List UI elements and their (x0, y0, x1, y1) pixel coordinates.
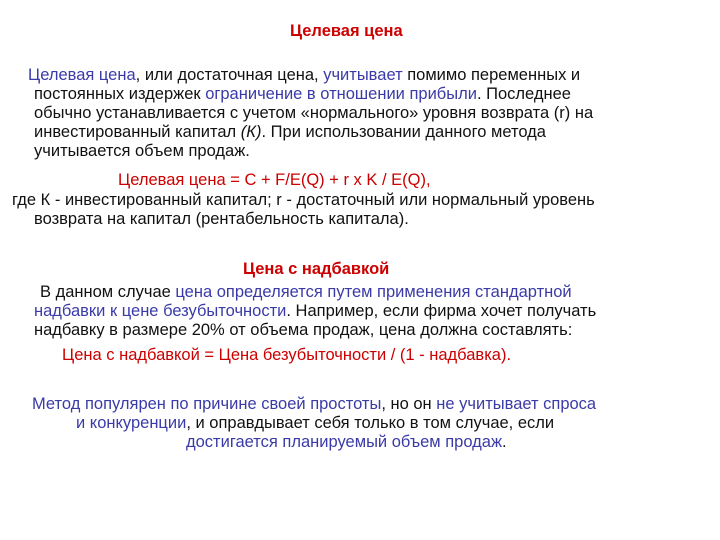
term-accounts: учитывает (323, 66, 403, 84)
text-span: . Последнее (476, 85, 571, 103)
text-line: обычно устанавливается с учетом «нормального» уровня возврата (r) на (34, 104, 594, 122)
text-line: учитывается объем продаж. (34, 142, 250, 160)
text-span: . Например, если фирма хочет получать (286, 302, 597, 320)
where-paragraph (12, 191, 595, 229)
target-price-paragraph (28, 66, 593, 161)
text-span: , но он (381, 395, 437, 413)
text-line: возврата на капитал (рентабельность капитала). (34, 210, 409, 228)
text-span: инвестированный капитал (34, 123, 241, 141)
term-no-demand: не учитывает спроса (436, 395, 597, 413)
target-price-formula: Целевая цена = C + F/E(Q) + r x K / E(Q), (118, 171, 431, 189)
term-competition: и конкуренции (76, 414, 187, 432)
term-price-determined: цена определяется путем применения стандартной (175, 283, 572, 301)
term-planned-volume: достигается планируемый объем продаж (186, 433, 502, 451)
title-markup-price: Цена с надбавкой (243, 260, 390, 278)
text-line: где К - инвестированный капитал; r - достаточный или нормальный уровень (12, 191, 595, 209)
markup-paragraph (34, 283, 597, 340)
text-span: . (502, 433, 507, 451)
text-line: надбавку в размере 20% от объема продаж, цена должна составлять: (34, 321, 573, 339)
term-target-price: Целевая цена (28, 66, 136, 84)
term-profit-constraint: ограничение в отношении прибыли (205, 85, 477, 103)
text-span: постоянных издержек (34, 85, 206, 103)
method-paragraph (32, 395, 596, 452)
markup-formula: Цена с надбавкой = Цена безубыточности / (1 - надбавка). (62, 346, 512, 364)
term-simplicity: Метод популярен по причине своей простоты (32, 395, 382, 413)
text-span: В данном случае (40, 283, 176, 301)
text-span: , и оправдывает себя только в том случае, если (186, 414, 555, 432)
text-span: . При использовании данного метода (261, 123, 546, 141)
title-target-price: Целевая цена (290, 22, 403, 40)
text-span: (К) (240, 123, 262, 141)
term-breakeven-markup: надбавки к цене безубыточности (34, 302, 287, 320)
text-span: , или достаточная цена, (135, 66, 324, 84)
text-span: помимо переменных и (402, 66, 581, 84)
